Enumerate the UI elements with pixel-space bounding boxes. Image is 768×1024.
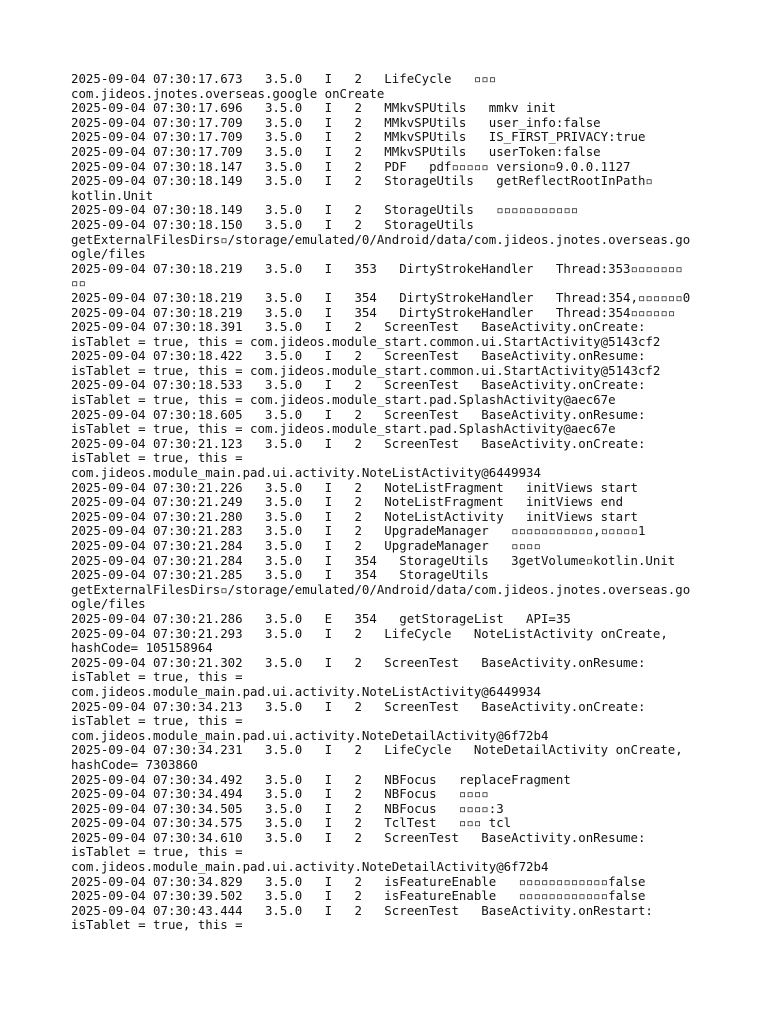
log-line: com.jideos.module_main.pad.ui.activity.NoteDetailActivity@6f72b4 [71,727,549,743]
log-line: 2025-09-04 07:30:21.226 3.5.0 I 2 NoteListFragment initViews start [71,479,638,495]
log-line: com.jideos.module_main.pad.ui.activity.NoteListActivity@6449934 [71,465,541,481]
log-line: ▫▫ [71,275,86,291]
log-line: com.jideos.jnotes.overseas.google onCreate [71,85,385,101]
log-line: 2025-09-04 07:30:34.829 3.5.0 I 2 isFeatureEnable ▫▫▫▫▫▫▫▫▫▫▫▫false [71,873,646,889]
log-line: 2025-09-04 07:30:17.673 3.5.0 I 2 LifeCycle ▫▫▫ [71,71,497,86]
log-line: 2025-09-04 07:30:18.422 3.5.0 I 2 ScreenTest BaseActivity.onResume: [71,348,646,364]
log-line: 2025-09-04 07:30:21.249 3.5.0 I 2 NoteListFragment initViews end [71,494,624,510]
log-line: isTablet = true, this = [71,669,243,685]
log-line: 2025-09-04 07:30:39.502 3.5.0 I 2 isFeatureEnable ▫▫▫▫▫▫▫▫▫▫▫▫false [71,888,646,904]
log-page [71,72,701,933]
log-line: getExternalFilesDirs▫/storage/emulated/0/Android/data/com.jideos.jnotes.overseas.go [71,231,691,247]
log-line: 2025-09-04 07:30:21.293 3.5.0 I 2 LifeCycle NoteListActivity onCreate, [71,625,668,641]
log-line: com.jideos.module_main.pad.ui.activity.NoteListActivity@6449934 [71,683,541,699]
log-line: 2025-09-04 07:30:34.231 3.5.0 I 2 LifeCycle NoteDetailActivity onCreate, [71,742,683,758]
log-line: 2025-09-04 07:30:34.505 3.5.0 I 2 NBFocus ▫▫▫▫:3 [71,800,504,816]
log-line: 2025-09-04 07:30:18.219 3.5.0 I 354 DirtyStrokeHandler Thread:354,▫▫▫▫▫▫0 [71,289,691,305]
log-line: 2025-09-04 07:30:18.391 3.5.0 I 2 ScreenTest BaseActivity.onCreate: [71,319,646,335]
log-line: isTablet = true, this = [71,917,243,933]
log-line: 2025-09-04 07:30:34.575 3.5.0 I 2 TclTest ▫▫▫ tcl [71,815,512,831]
log-line: hashCode= 105158964 [71,640,213,656]
log-line: 2025-09-04 07:30:21.284 3.5.0 I 2 UpgradeManager ▫▫▫▫ [71,538,541,553]
log-line: 2025-09-04 07:30:17.709 3.5.0 I 2 MMkvSPUtils userToken:false [71,143,601,159]
log-line: 2025-09-04 07:30:21.285 3.5.0 I 354 StorageUtils [71,567,489,583]
log-line: 2025-09-04 07:30:17.709 3.5.0 I 2 MMkvSPUtils user_info:false [71,114,601,130]
log-line: getExternalFilesDirs▫/storage/emulated/0/Android/data/com.jideos.jnotes.overseas.go [71,581,691,597]
log-line: isTablet = true, this = [71,844,243,860]
log-line: ogle/files [71,596,146,612]
log-line: 2025-09-04 07:30:34.492 3.5.0 I 2 NBFocus replaceFragment [71,771,571,787]
log-line: 2025-09-04 07:30:21.284 3.5.0 I 354 StorageUtils 3getVolume▫kotlin.Unit [71,552,676,568]
log-line: 2025-09-04 07:30:17.696 3.5.0 I 2 MMkvSPUtils mmkv init [71,100,556,116]
log-line: 2025-09-04 07:30:34.213 3.5.0 I 2 ScreenTest BaseActivity.onCreate: [71,698,646,714]
log-line: com.jideos.module_main.pad.ui.activity.NoteDetailActivity@6f72b4 [71,859,549,875]
log-line: isTablet = true, this = com.jideos.module_start.common.ui.StartActivity@5143cf2 [71,333,661,349]
log-line: isTablet = true, this = com.jideos.module_start.common.ui.StartActivity@5143cf2 [71,362,661,378]
log-line: kotlin.Unit [71,187,154,203]
log-line: 2025-09-04 07:30:18.533 3.5.0 I 2 ScreenTest BaseActivity.onCreate: [71,377,646,393]
log-line: isTablet = true, this = [71,450,243,466]
log-text [71,72,701,933]
log-line: 2025-09-04 07:30:21.283 3.5.0 I 2 UpgradeManager ▫▫▫▫▫▫▫▫▫▫▫,▫▫▫▫▫1 [71,523,646,539]
log-line: 2025-09-04 07:30:18.605 3.5.0 I 2 ScreenTest BaseActivity.onResume: [71,406,646,422]
log-line: 2025-09-04 07:30:21.286 3.5.0 E 354 getStorageList API=35 [71,610,571,626]
log-line: 2025-09-04 07:30:18.219 3.5.0 I 353 DirtyStrokeHandler Thread:353▫▫▫▫▫▫▫ [71,260,683,276]
log-line: 2025-09-04 07:30:21.123 3.5.0 I 2 ScreenTest BaseActivity.onCreate: [71,435,646,451]
log-line: 2025-09-04 07:30:21.302 3.5.0 I 2 ScreenTest BaseActivity.onResume: [71,654,646,670]
log-line: ogle/files [71,246,146,262]
log-line: 2025-09-04 07:30:18.150 3.5.0 I 2 StorageUtils [71,216,474,232]
log-line: 2025-09-04 07:30:18.219 3.5.0 I 354 DirtyStrokeHandler Thread:354▫▫▫▫▫▫ [71,304,676,320]
log-line: 2025-09-04 07:30:17.709 3.5.0 I 2 MMkvSPUtils IS_FIRST_PRIVACY:true [71,129,646,145]
log-line: isTablet = true, this = com.jideos.module_start.pad.SplashActivity@aec67e [71,392,616,408]
log-line: 2025-09-04 07:30:18.147 3.5.0 I 2 PDF pdf▫▫▫▫▫ version▫9.0.0.1127 [71,158,631,174]
log-line: 2025-09-04 07:30:18.149 3.5.0 I 2 StorageUtils ▫▫▫▫▫▫▫▫▫▫▫ [71,202,579,218]
log-line: 2025-09-04 07:30:43.444 3.5.0 I 2 ScreenTest BaseActivity.onRestart: [71,902,653,918]
log-line: 2025-09-04 07:30:34.610 3.5.0 I 2 ScreenTest BaseActivity.onResume: [71,829,646,845]
log-line: 2025-09-04 07:30:18.149 3.5.0 I 2 StorageUtils getReflectRootInPath▫ [71,173,653,189]
log-line: isTablet = true, this = com.jideos.module_start.pad.SplashActivity@aec67e [71,421,616,437]
log-line: 2025-09-04 07:30:21.280 3.5.0 I 2 NoteListActivity initViews start [71,508,638,524]
log-line: hashCode= 7303860 [71,756,198,772]
log-line: isTablet = true, this = [71,713,243,729]
log-line: 2025-09-04 07:30:34.494 3.5.0 I 2 NBFocus ▫▫▫▫ [71,786,489,802]
